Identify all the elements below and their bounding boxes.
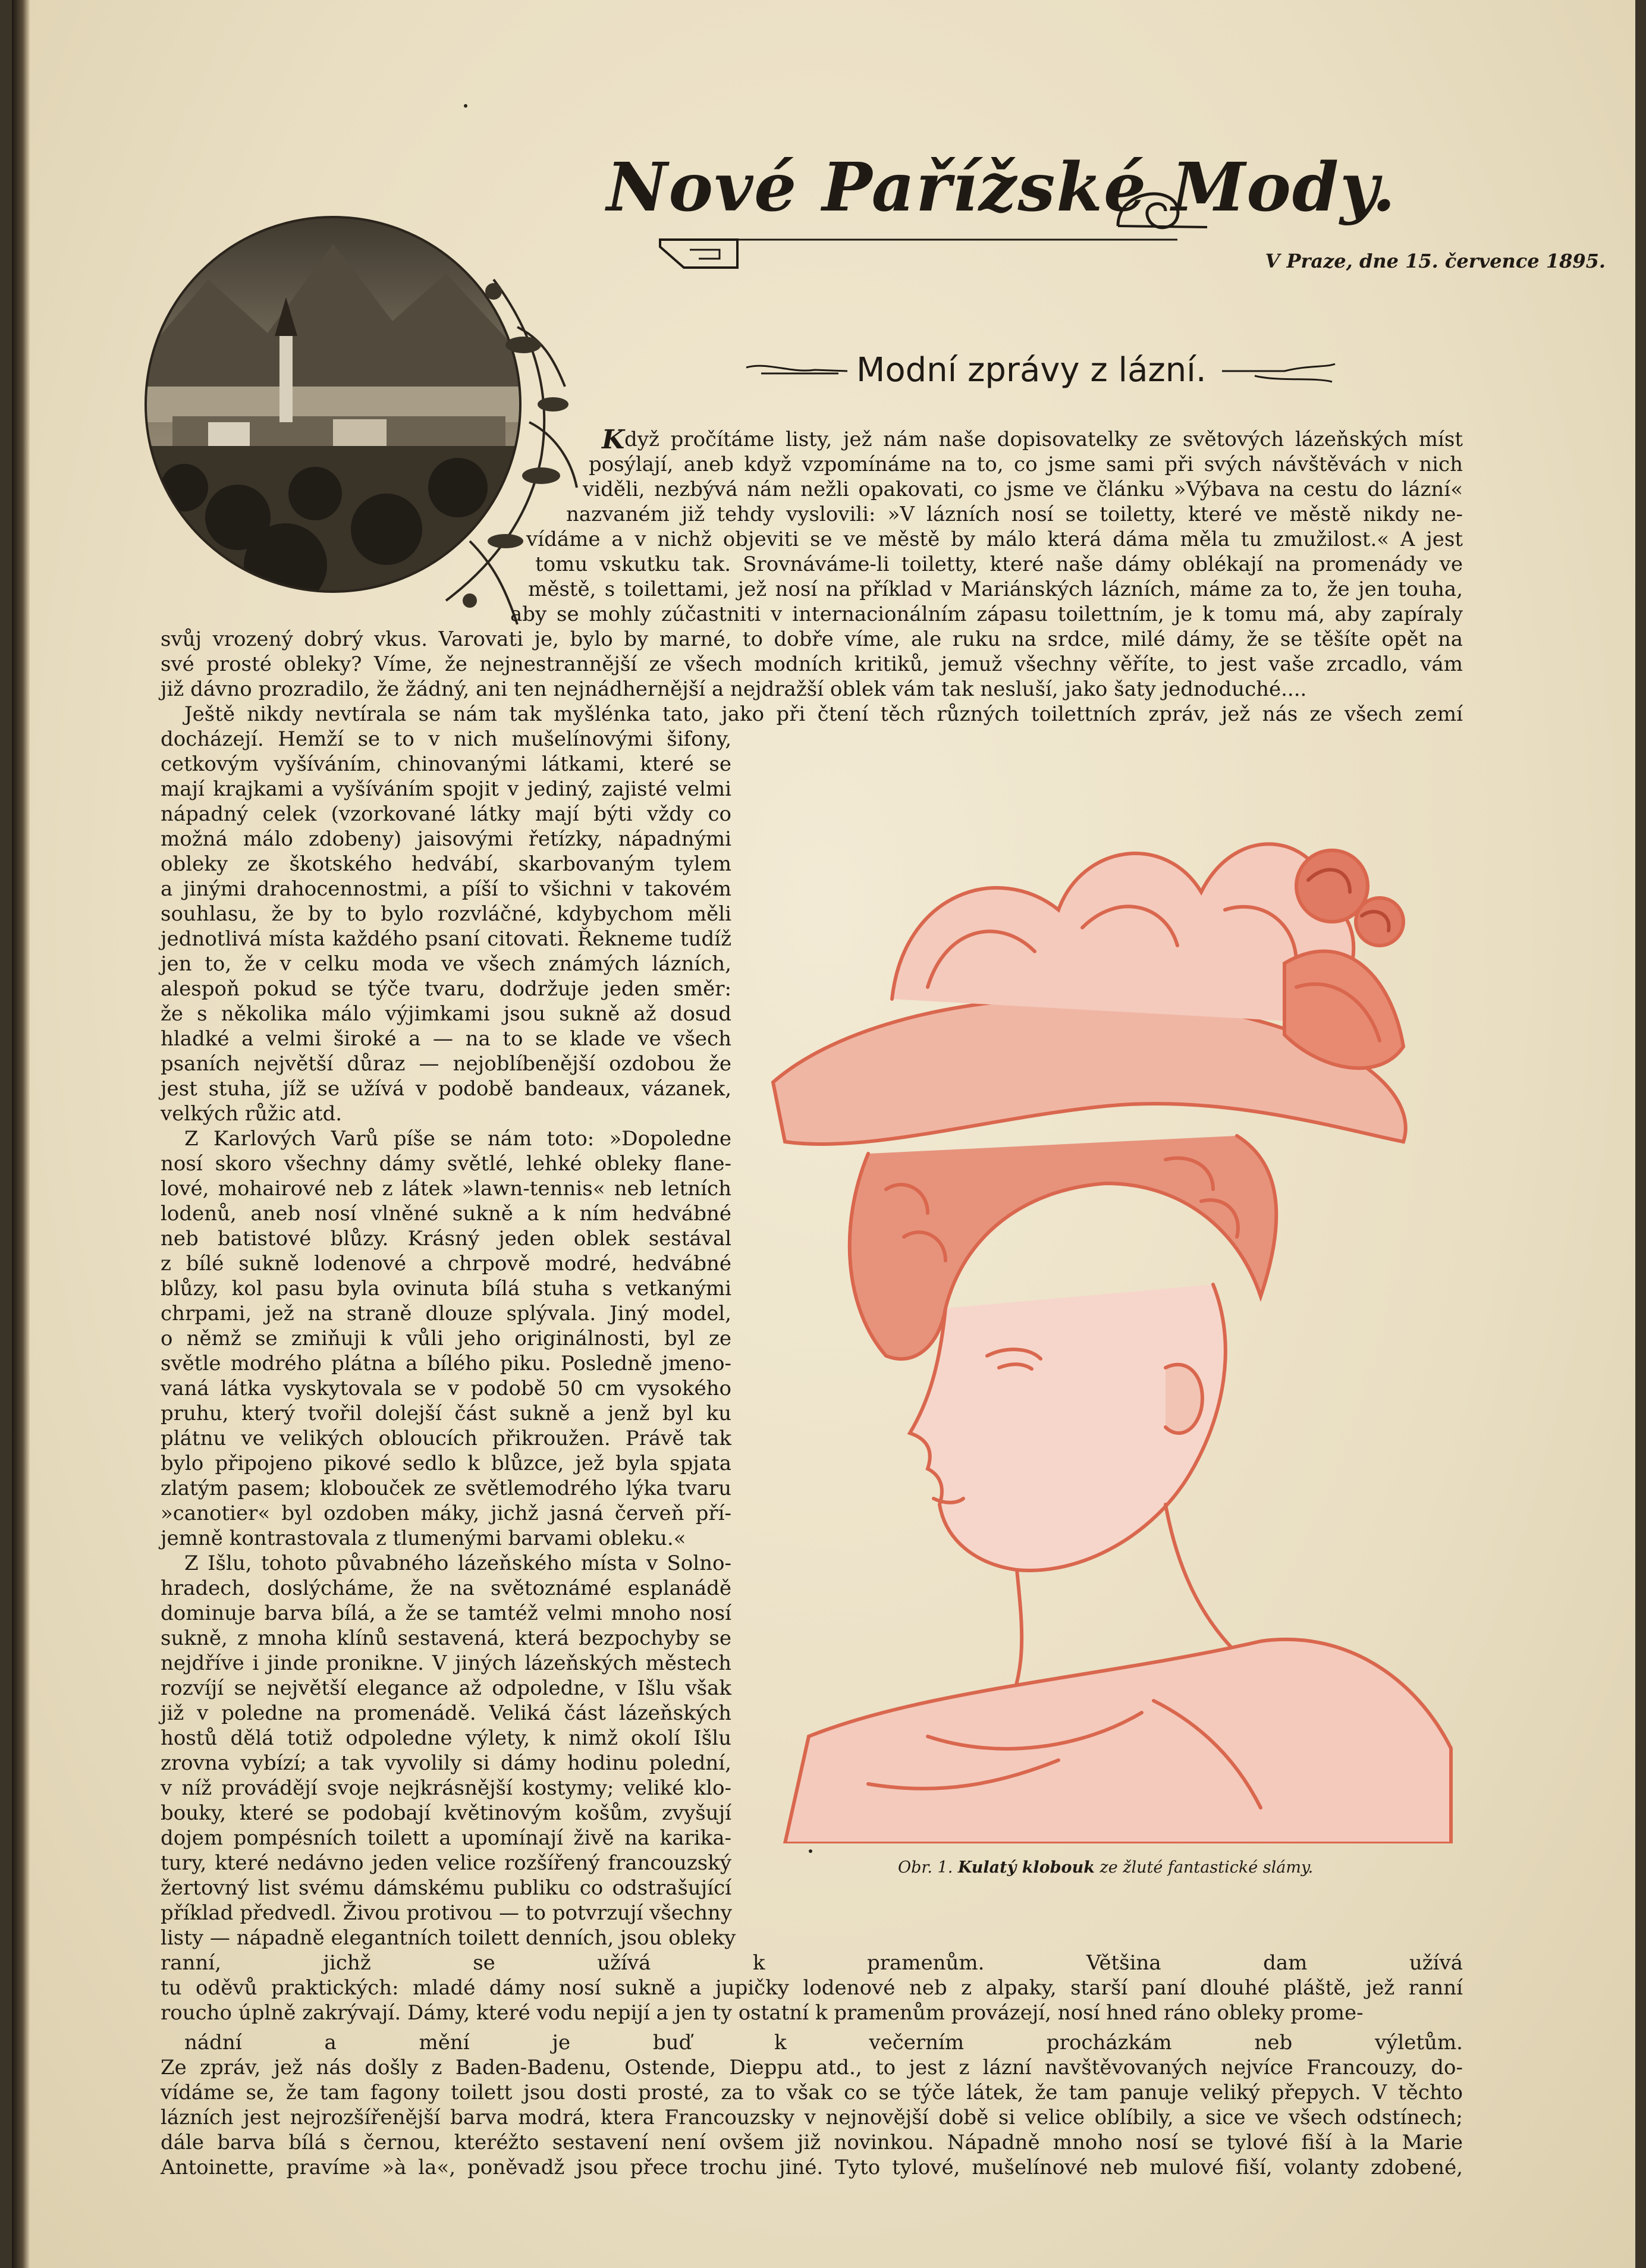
text-line: lodenů, aneb nosí vlněné sukně a k ním hedvábné <box>161 1202 731 1226</box>
text-line: tu oděvů praktických: mladé dámy nosí sukně a jupičky lodenové neb z alpaky, starší paní dlouhé pláště, jež ranní <box>161 1976 1463 2000</box>
text-line: že s několika málo výjimkami jsou sukně až dosud <box>161 1002 731 1026</box>
section-title-text: Modní zprávy z lázní. <box>856 351 1207 389</box>
text-line: jemně kontrastovala z tlumenými barvami obleku.« <box>161 1526 686 1550</box>
text-line: sukně, z mnoha klínů sestavená, která bezpochyby se <box>161 1626 731 1650</box>
text-line: nazvaném již tehdy vyslovili: »V lázních nosí se toiletty, které ve městě nikdy ne- <box>566 502 1463 526</box>
caption-label: Obr. 1. <box>898 1858 953 1877</box>
magazine-page <box>12 0 1635 2268</box>
text-line: nosí skoro všechny dámy světlé, lehké obleky flane- <box>161 1152 731 1176</box>
text-line: z bílé sukně lodenové a chrpově modré, hedvábné <box>161 1252 731 1276</box>
bracket-ornament-icon <box>654 235 1189 277</box>
text-line: tury, které nedávno jeden velice rozšířený francouzský <box>161 1851 731 1875</box>
text-line: nejdříve i jinde pronikne. V jiných lázeňských městech <box>161 1651 731 1675</box>
text-line: zlatým pasem; klobouček ze světlemodrého lýka tvaru <box>161 1477 731 1500</box>
text-line: hladké a velmi široké a — na to se klade ve všech <box>161 1027 731 1051</box>
text-line: vaná látka vyskytovala se v podobě 50 cm vysokého <box>161 1377 731 1400</box>
text-line: posýlají, aneb když vzpomínáme na to, co jsme sami při svých návštěvách v nich <box>589 453 1463 476</box>
text-line: zrovna vybízí; a tak vyvolily si dámy hodinu polední, <box>161 1751 731 1775</box>
right-flourish-icon <box>1219 362 1338 385</box>
text-line: psaních největší důraz — nejoblíbenější ozdobou že <box>161 1052 731 1076</box>
text-line: Z Karlových Varů píše se nám toto: »Dopoledne <box>184 1127 731 1151</box>
book-spine <box>12 0 30 2268</box>
text-line: mají krajkami a vyšíváním spojit v jediný, zajisté velmi <box>161 777 731 801</box>
text-line: velkých růžic atd. <box>161 1102 343 1126</box>
text-line: nádní a mění je buď k večerním procházkám neb výletům. <box>184 2031 1463 2055</box>
text-line: hradech, doslýcháme, že na světoznámé esplanádě <box>161 1576 731 1600</box>
text-line: o němž se zmiňuji k vůli jeho originálnosti, byl ze <box>161 1327 731 1350</box>
text-line: žertovný list svému dámskému publiku co odstrašující <box>161 1876 731 1900</box>
text-line: příklad předvedl. Živou protivou — to potvrzují všechny <box>161 1901 732 1925</box>
print-speck <box>809 1849 812 1853</box>
text-line: nápadný celek (vzorkované látky mají býti vždy co <box>161 802 731 826</box>
text-line: svůj vrozený dobrý vkus. Varovati je, bylo by marné, to dobře víme, ale ruku na srdce, milé dámy, že se těšíte opět na <box>161 627 1463 651</box>
masthead-title: Nové Pařížské Mody. <box>607 149 1397 227</box>
text-line: Ještě nikdy nevtírala se nám tak myšlénka tato, jako při čtení těch různých toilettních zpráv, jež nás ze všech zemí <box>184 702 1463 726</box>
landscape-vignette <box>137 208 589 636</box>
text-line: aby se mohly zúčastniti v internacionálním zápasu toilettním, je k tomu má, aby zapíraly <box>510 602 1463 626</box>
text-line: jest stuha, jíž se užívá v podobě bandeaux, vázanek, <box>161 1077 731 1101</box>
text-line: neb batistové blůzy. Krásný jeden oblek sestával <box>161 1227 731 1251</box>
left-flourish-icon <box>743 362 850 379</box>
dateline: V Praze, dne 15. července 1895. <box>1265 250 1606 272</box>
text-line: jednotlivá místa každého psaní citovati. Řekneme tudíž <box>161 927 731 951</box>
text-line: chrpami, jež na straně dlouze splývala. Jiný model, <box>161 1302 731 1325</box>
text-line: rozvíjí se největší elegance až odpoledne, v Išlu však <box>161 1676 731 1700</box>
caption-rest: ze žluté fantastické slámy. <box>1100 1858 1314 1877</box>
text-line: »canotier« byl ozdoben máky, jichž jasná červeň pří- <box>161 1501 731 1525</box>
text-line: dyž pročítáme listy, jež nám naše dopisovatelky ze světových lázeňských míst <box>624 428 1463 451</box>
text-line: ranní, jichž se užívá k pramenům. Většina dam užívá <box>161 1951 1463 1975</box>
text-line: bouky, které se podobají květinovým košům, zvyšují <box>161 1801 731 1825</box>
text-line: své prosté obleky? Víme, že nejnestrannější ze všech modních kritiků, jemuž všechny věříte, to jest vaše zrcadlo, vám <box>161 652 1463 676</box>
text-line: a jinými drahocennostmi, a píší to všichni v takovém <box>161 877 731 901</box>
text-line: dojem pompésních toilett a upomínají živě na karika- <box>161 1826 731 1850</box>
text-line: městě, s toilettami, jež nosí na příklad v Mariánských lázních, máme za to, že jen touha, <box>528 577 1463 601</box>
text-line: obleky ze škotského hedvábí, skarbovaným tylem <box>161 852 731 876</box>
text-line: bylo připojeno pikové sedlo k blůzce, jež byla spjata <box>161 1452 731 1475</box>
drop-cap: K <box>602 425 625 455</box>
print-speck <box>464 104 467 108</box>
text-line: Z Išlu, tohoto půvabného lázeňského místa v Solno- <box>184 1551 731 1575</box>
text-line: již dávno prozradilo, že žádný, ani ten nejnádhernější a nejdražší oblek vám tak nesluší, jako šaty jednoduché.... <box>161 677 1307 701</box>
text-line: cetkovým vyšíváním, chinovanými látkami, které se <box>161 752 731 776</box>
woman-in-hat-illustration <box>749 773 1522 1843</box>
text-line: lové, mohairové neb z látek »lawn-tennis« neb letních <box>161 1177 731 1201</box>
text-line: dále barva bílá s černou, kteréžto sestavení není ovšem již novinkou. Nápadně mnoho nosí se tylové fiší à la Marie <box>161 2131 1463 2154</box>
text-line: listy — nápadně elegantních toilett denních, jsou obleky <box>161 1926 736 1950</box>
text-line: pruhu, který tvořil dolejší část sukně a jenž byl ku <box>161 1402 731 1425</box>
text-line: již v poledne na promenádě. Veliká část lázeňských <box>161 1701 731 1725</box>
text-line: docházejí. Hemží se to v nich mušelínovými šifony, <box>161 727 731 751</box>
text-line: roucho úplně zakrývají. Dámy, které vodu nepijí a jen ty ostatní k pramenům provázejí, nosí hned ráno obleky prome- <box>161 2001 1364 2025</box>
text-line: souhlasu, že by to bylo rozvláčné, kdybychom měli <box>161 902 731 926</box>
text-line: Ze zpráv, jež nás došly z Baden-Badenu, Ostende, Dieppu atd., to jest z lázní navštěvovaných nejvíce Francouzy, do- <box>161 2056 1463 2079</box>
text-line: plátnu ve velikých obloucích přikroužen. Právě tak <box>161 1427 731 1450</box>
text-line: viděli, nezbývá nám nežli opakovati, co jsme ve článku »Výbava na cestu do lázní« <box>583 478 1463 501</box>
figure-caption <box>898 1858 1528 1877</box>
text-line: světle modrého plátna a bílého piku. Posledně jmeno- <box>161 1352 731 1375</box>
text-line: vídáme se, že tam fagony toilett jsou dosti prosté, za to však co se týče látek, že tam panuje veliký přepych. V těchto <box>161 2081 1463 2104</box>
text-line: Antoinette, pravíme »à la«, poněvadž jsou přece trochu jiné. Tyto tylové, mušelínové neb mulové fiší, volanty zdobené, <box>161 2156 1463 2179</box>
text-line: vídáme a v nichž objeviti se ve městě by málo která dáma měla tu zmužilost.« A jest <box>526 527 1463 551</box>
text-line: tomu vskutku tak. Srovnáváme-li toiletty, které naše dámy oblékají na promenády ve <box>535 552 1463 576</box>
text-line: blůzy, kol pasu byla ovinuta bílá stuha s vetkanými <box>161 1277 731 1301</box>
caption-bold: Kulatý klobouk <box>957 1858 1095 1877</box>
text-line: možná málo zdobeny) jaisovými řetízky, nápadnými <box>161 827 731 851</box>
text-line: dominuje barva bílá, a že se tamtéž velmi mnoho nosí <box>161 1601 731 1625</box>
text-line: v níž provádějí svoje nejkrásnější kostymy; veliké klo- <box>161 1776 731 1800</box>
text-line: lázních jest nejrozšířenější barva modrá, ktera Francouzsky v nejnovější době si velice oblíbily, a sice ve všech odstínech; <box>161 2106 1463 2129</box>
section-title <box>743 351 1338 398</box>
text-line: jen to, že v celku moda ve všech známých lázních, <box>161 952 731 976</box>
text-line: alespoň pokud se týče tvaru, dodržuje jeden směr: <box>161 977 731 1001</box>
text-line: hostů dělá totiž odpoledne výlety, k nimž okolí Išlu <box>161 1726 731 1750</box>
